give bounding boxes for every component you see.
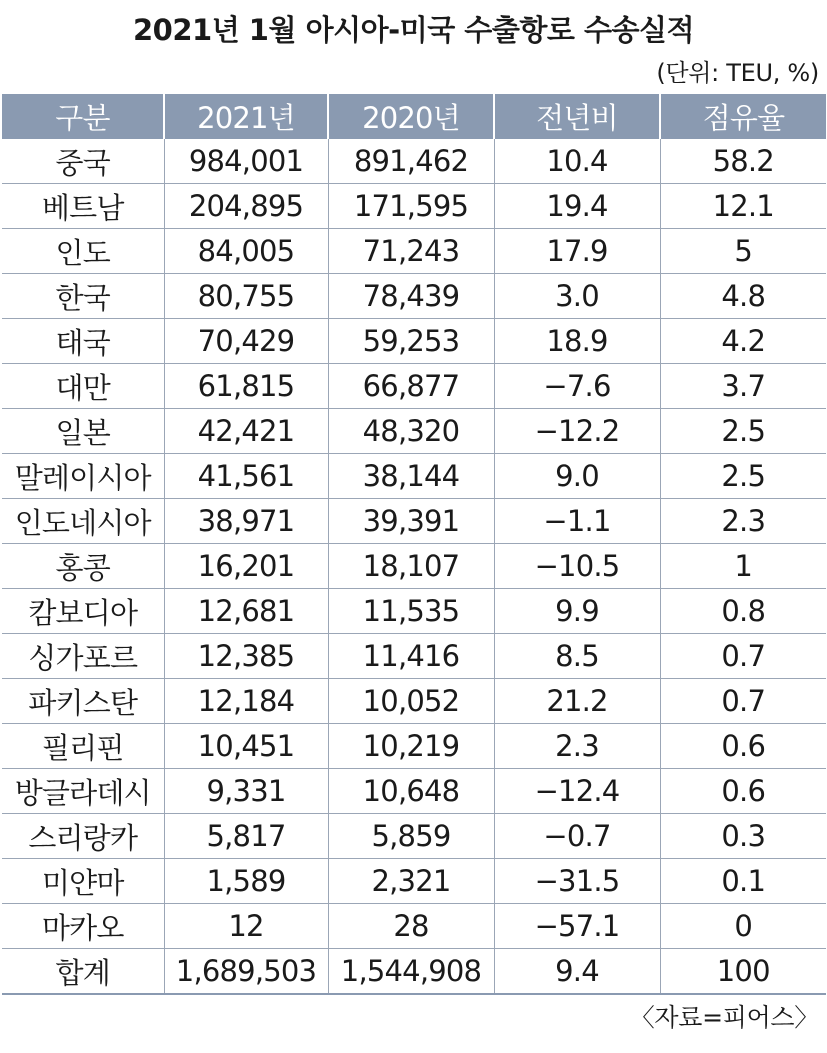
column-header-2021: 2021년: [164, 94, 328, 139]
table-row: [2, 859, 826, 904]
share-cell: 2.3: [660, 499, 826, 544]
column-header-share: 점유율: [660, 94, 826, 139]
country-cell: 방글라데시: [2, 769, 164, 814]
country-cell: 미얀마: [2, 859, 164, 904]
yoy-cell: 3.0: [494, 274, 660, 319]
country-cell: 베트남: [2, 184, 164, 229]
value-2020-cell: 38,144: [328, 454, 494, 499]
value-2021-cell: 41,561: [164, 454, 328, 499]
value-2020-cell: 10,052: [328, 679, 494, 724]
value-2020-cell: 1,544,908: [328, 949, 494, 995]
value-2020-cell: 891,462: [328, 139, 494, 184]
country-cell: 대만: [2, 364, 164, 409]
table-row: [2, 229, 826, 274]
value-2021-cell: 984,001: [164, 139, 328, 184]
value-2020-cell: 11,416: [328, 634, 494, 679]
share-cell: 2.5: [660, 409, 826, 454]
column-header-yoy: 전년비: [494, 94, 660, 139]
yoy-cell: −12.4: [494, 769, 660, 814]
share-cell: 4.8: [660, 274, 826, 319]
value-2021-cell: 10,451: [164, 724, 328, 769]
value-2020-cell: 11,535: [328, 589, 494, 634]
country-cell: 파키스탄: [2, 679, 164, 724]
table-row: [2, 454, 826, 499]
country-cell: 말레이시아: [2, 454, 164, 499]
yoy-cell: −12.2: [494, 409, 660, 454]
value-2020-cell: 28: [328, 904, 494, 949]
yoy-cell: 9.9: [494, 589, 660, 634]
table-row: [2, 544, 826, 589]
value-2020-cell: 5,859: [328, 814, 494, 859]
table-row: [2, 589, 826, 634]
country-cell: 홍콩: [2, 544, 164, 589]
yoy-cell: 17.9: [494, 229, 660, 274]
country-cell: 스리랑카: [2, 814, 164, 859]
share-cell: 3.7: [660, 364, 826, 409]
share-cell: 0.3: [660, 814, 826, 859]
yoy-cell: 9.4: [494, 949, 660, 995]
value-2021-cell: 70,429: [164, 319, 328, 364]
value-2021-cell: 42,421: [164, 409, 328, 454]
country-cell: 캄보디아: [2, 589, 164, 634]
table-row: [2, 679, 826, 724]
value-2021-cell: 1,689,503: [164, 949, 328, 995]
yoy-cell: 2.3: [494, 724, 660, 769]
value-2021-cell: 38,971: [164, 499, 328, 544]
value-2020-cell: 2,321: [328, 859, 494, 904]
country-cell: 중국: [2, 139, 164, 184]
table-row: [2, 769, 826, 814]
table-header: [2, 94, 826, 139]
yoy-cell: 18.9: [494, 319, 660, 364]
share-cell: 0.7: [660, 679, 826, 724]
value-2021-cell: 5,817: [164, 814, 328, 859]
source-note: 〈자료=피어스〉: [629, 1003, 819, 1032]
total-row: [2, 949, 826, 995]
table-body: [2, 139, 826, 994]
share-cell: 2.5: [660, 454, 826, 499]
header-row: [2, 94, 826, 139]
yoy-cell: 10.4: [494, 139, 660, 184]
share-cell: 0: [660, 904, 826, 949]
share-cell: 1: [660, 544, 826, 589]
country-cell: 필리핀: [2, 724, 164, 769]
country-cell: 한국: [2, 274, 164, 319]
value-2021-cell: 16,201: [164, 544, 328, 589]
country-cell: 일본: [2, 409, 164, 454]
table-row: [2, 724, 826, 769]
value-2020-cell: 59,253: [328, 319, 494, 364]
value-2020-cell: 71,243: [328, 229, 494, 274]
table-row: [2, 904, 826, 949]
value-2021-cell: 12,184: [164, 679, 328, 724]
value-2021-cell: 84,005: [164, 229, 328, 274]
yoy-cell: 19.4: [494, 184, 660, 229]
value-2021-cell: 12,681: [164, 589, 328, 634]
country-cell: 싱가포르: [2, 634, 164, 679]
value-2021-cell: 204,895: [164, 184, 328, 229]
yoy-cell: −31.5: [494, 859, 660, 904]
country-cell: 합계: [2, 949, 164, 995]
table-row: [2, 499, 826, 544]
value-2021-cell: 80,755: [164, 274, 328, 319]
value-2020-cell: 10,648: [328, 769, 494, 814]
table-row: [2, 364, 826, 409]
value-2020-cell: 171,595: [328, 184, 494, 229]
country-cell: 인도: [2, 229, 164, 274]
value-2021-cell: 61,815: [164, 364, 328, 409]
yoy-cell: −10.5: [494, 544, 660, 589]
share-cell: 100: [660, 949, 826, 995]
country-cell: 인도네시아: [2, 499, 164, 544]
share-cell: 0.6: [660, 724, 826, 769]
column-header-category: 구분: [2, 94, 164, 139]
yoy-cell: −0.7: [494, 814, 660, 859]
table-row: [2, 814, 826, 859]
table-row: [2, 184, 826, 229]
share-cell: 0.7: [660, 634, 826, 679]
yoy-cell: 21.2: [494, 679, 660, 724]
yoy-cell: −7.6: [494, 364, 660, 409]
country-cell: 태국: [2, 319, 164, 364]
value-2021-cell: 9,331: [164, 769, 328, 814]
value-2021-cell: 12: [164, 904, 328, 949]
share-cell: 5: [660, 229, 826, 274]
value-2021-cell: 12,385: [164, 634, 328, 679]
share-cell: 4.2: [660, 319, 826, 364]
value-2020-cell: 78,439: [328, 274, 494, 319]
yoy-cell: −1.1: [494, 499, 660, 544]
value-2020-cell: 66,877: [328, 364, 494, 409]
table-row: [2, 634, 826, 679]
value-2020-cell: 18,107: [328, 544, 494, 589]
share-cell: 12.1: [660, 184, 826, 229]
value-2020-cell: 48,320: [328, 409, 494, 454]
share-cell: 0.8: [660, 589, 826, 634]
yoy-cell: −57.1: [494, 904, 660, 949]
table-row: [2, 409, 826, 454]
value-2021-cell: 1,589: [164, 859, 328, 904]
column-header-2020: 2020년: [328, 94, 494, 139]
value-2020-cell: 39,391: [328, 499, 494, 544]
export-volume-table: [2, 94, 826, 995]
share-cell: 58.2: [660, 139, 826, 184]
table-row: [2, 274, 826, 319]
table-title: 2021년 1월 아시아-미국 수출항로 수송실적: [132, 13, 695, 47]
share-cell: 0.1: [660, 859, 826, 904]
yoy-cell: 9.0: [494, 454, 660, 499]
table-row: [2, 139, 826, 184]
share-cell: 0.6: [660, 769, 826, 814]
value-2020-cell: 10,219: [328, 724, 494, 769]
table-row: [2, 319, 826, 364]
unit-note: (단위: TEU, %): [656, 59, 819, 87]
country-cell: 마카오: [2, 904, 164, 949]
yoy-cell: 8.5: [494, 634, 660, 679]
